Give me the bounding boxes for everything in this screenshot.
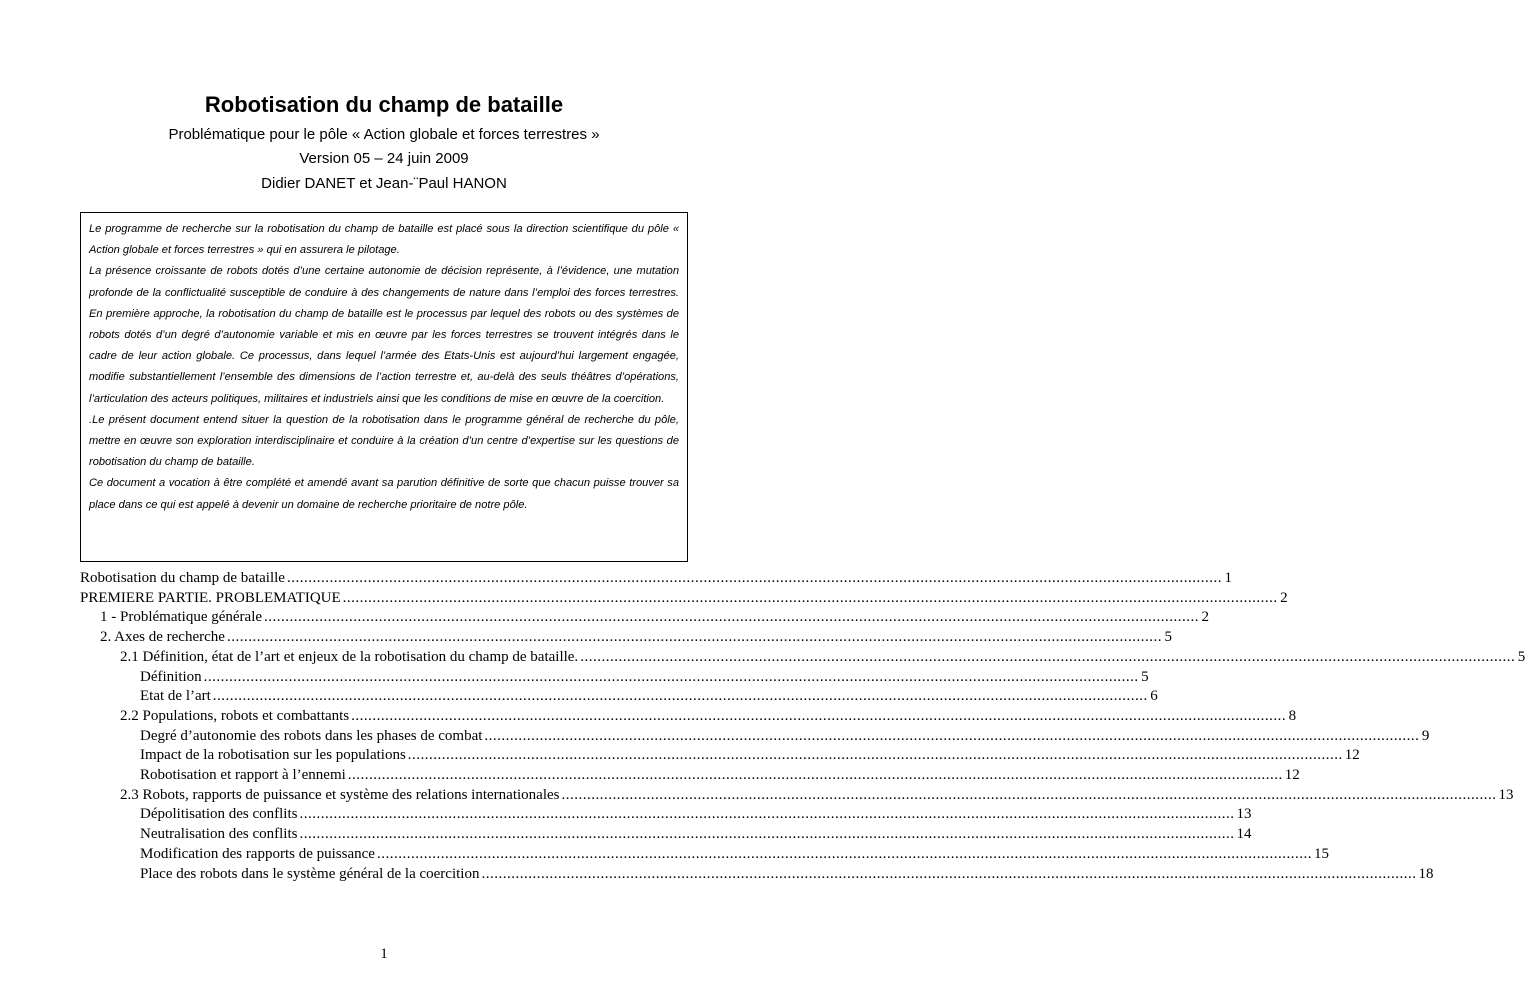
toc-leader-dots: ............................................................................................................................................................................................................................ [342,589,1278,606]
toc-entry-page: 13 [1236,806,1252,823]
toc-entry-title: Etat de l’art [140,688,211,705]
toc-entry[interactable] [80,786,1514,806]
toc-leader-dots: ............................................................................................................................................................................................................................ [226,629,1162,646]
toc-leader-dots: ............................................................................................................................................................................................................................ [561,786,1497,803]
toc-entry-title: Impact de la robotisation sur les populations [140,747,406,764]
toc-entry-page: 5 [1164,629,1172,646]
toc-entry[interactable] [80,707,1297,727]
toc-entry-page: 12 [1284,767,1300,784]
toc-entry[interactable] [80,865,1434,885]
toc-entry-page: 5 [1517,648,1525,665]
toc-leader-dots: ............................................................................................................................................................................................................................ [203,668,1139,685]
toc-entry-page: 2 [1201,609,1210,626]
toc-entry[interactable] [80,608,1210,628]
toc-entry[interactable] [80,727,1430,747]
document-subtitle: Problématique pour le pôle « Action globale et forces terrestres » [168,126,600,143]
toc-entry-page: 14 [1236,826,1252,843]
toc-entry-title: Modification des rapports de puissance [140,845,375,862]
abstract-paragraph: Le programme de recherche sur la robotisation du champ de bataille est placé sous la direction scientifique du pôle « Action globale et forces terrestres » qui en assurera le pilotage. [89,223,679,257]
toc-leader-dots: ............................................................................................................................................................................................................................ [580,648,1516,665]
toc-entry-title: Robotisation et rapport à l’ennemi [140,767,346,784]
document-version: Version 05 – 24 juin 2009 [299,150,469,167]
toc-entry[interactable] [80,648,1525,668]
toc-entry-page: 9 [1421,727,1430,744]
toc-leader-dots: ............................................................................................................................................................................................................................ [351,707,1287,724]
toc-entry-page: 12 [1344,747,1360,764]
toc-leader-dots: ............................................................................................................................................................................................................................ [347,767,1283,784]
abstract-paragraph: La présence croissante de robots dotés d’une certaine autonomie de décision représente, à l’évidence, une mutation profonde de la conflictualité susceptible de conduire à des changements de nature dans l’emploi des forces terrestres. En première approche, la robotisation du champ de bataille est le processus par lequel des robots ou des systèmes de robots dotés d’un degré d’autonomie variable et mis en œuvre par les forces terrestres se trouvent intégrés dans le cadre de leur action globale. Ce processus, dans lequel l’armée des Etats-Unis est aujourd’hui largement engagée, modifie substantiellement l’ensemble des dimensions de l’action terrestre et, au-delà des seuls théâtres d’opérations, l’articulation des acteurs politiques, militaires et industriels ainsi que les conditions de mise en œuvre de la coercition. [89,265,679,405]
toc-entry[interactable] [80,805,1252,825]
toc-entry[interactable] [80,766,1300,786]
abstract-paragraph: Ce document a vocation à être complété et amendé avant sa parution définitive de sorte que chacun puisse trouver sa place dans ce qui est appelé à devenir un domaine de recherche prioritaire de notre pôle. [89,477,679,511]
document-title: Robotisation du champ de bataille [204,92,564,117]
toc-entry-page: 2 [1280,589,1288,606]
toc-entry-title: 2.3 Robots, rapports de puissance et système des relations internationales [120,786,560,803]
abstract-box [80,212,688,562]
toc-entry[interactable] [80,668,1149,688]
toc-entry[interactable] [80,845,1329,865]
toc-entry-title: 2. Axes de recherche [100,629,225,646]
toc-entry-title: Robotisation du champ de bataille [80,570,285,586]
document-authors: Didier DANET et Jean-¨Paul HANON [261,175,507,192]
toc-entry-page: 13 [1498,786,1514,803]
toc-leader-dots: ............................................................................................................................................................................................................................ [299,806,1235,823]
toc-entry-page: 15 [1313,845,1329,862]
toc-entry-title: 1 - Problématique générale [100,609,263,626]
toc-leader-dots: ............................................................................................................................................................................................................................ [299,826,1235,843]
abstract-paragraph: .Le présent document entend situer la question de la robotisation dans le programme général de recherche du pôle, mettre en œuvre son exploration interdisciplinaire et conduire à la création d’un centre d’expertise sur les questions de robotisation du champ de bataille. [89,413,679,469]
toc-entry-title: Définition [140,668,202,685]
toc-entry-title: Degré d’autonomie des robots dans les phases de combat [140,727,483,744]
toc-entry-page: 6 [1150,688,1158,705]
toc-leader-dots: ............................................................................................................................................................................................................................ [481,865,1417,882]
toc-entry[interactable] [80,589,1288,609]
toc-entry[interactable] [80,687,1158,707]
toc-leader-dots: ............................................................................................................................................................................................................................ [212,688,1148,705]
toc-entry-title: Place des robots dans le système général de la coercition [140,865,480,882]
toc-entry-title: 2.1 Définition, état de l’art et enjeux de la robotisation du champ de bataille. [120,648,579,665]
toc-entry-page: 18 [1418,865,1434,882]
toc-entry-page: 8 [1288,707,1297,724]
toc-entry[interactable] [80,628,1172,648]
toc-entry-title: Dépolitisation des conflits [140,806,298,823]
toc-entry[interactable] [80,746,1360,766]
toc-entry-title: 2.2 Populations, robots et combattants [120,707,350,724]
toc-entry-title: Neutralisation des conflits [140,826,298,843]
toc-entry-page: 1 [1224,570,1232,586]
toc-leader-dots: ............................................................................................................................................................................................................................ [407,747,1343,764]
table-of-contents [80,569,1525,884]
toc-leader-dots: ............................................................................................................................................................................................................................ [286,570,1222,586]
toc-leader-dots: ............................................................................................................................................................................................................................ [376,845,1312,862]
toc-leader-dots: ............................................................................................................................................................................................................................ [264,609,1200,626]
toc-entry[interactable] [80,569,1232,589]
toc-entry-page: 5 [1141,668,1149,685]
page-number: 1 [380,946,388,962]
toc-leader-dots: ............................................................................................................................................................................................................................ [484,727,1420,744]
toc-entry[interactable] [80,825,1252,845]
toc-entry-title: PREMIERE PARTIE. PROBLEMATIQUE [80,589,341,606]
